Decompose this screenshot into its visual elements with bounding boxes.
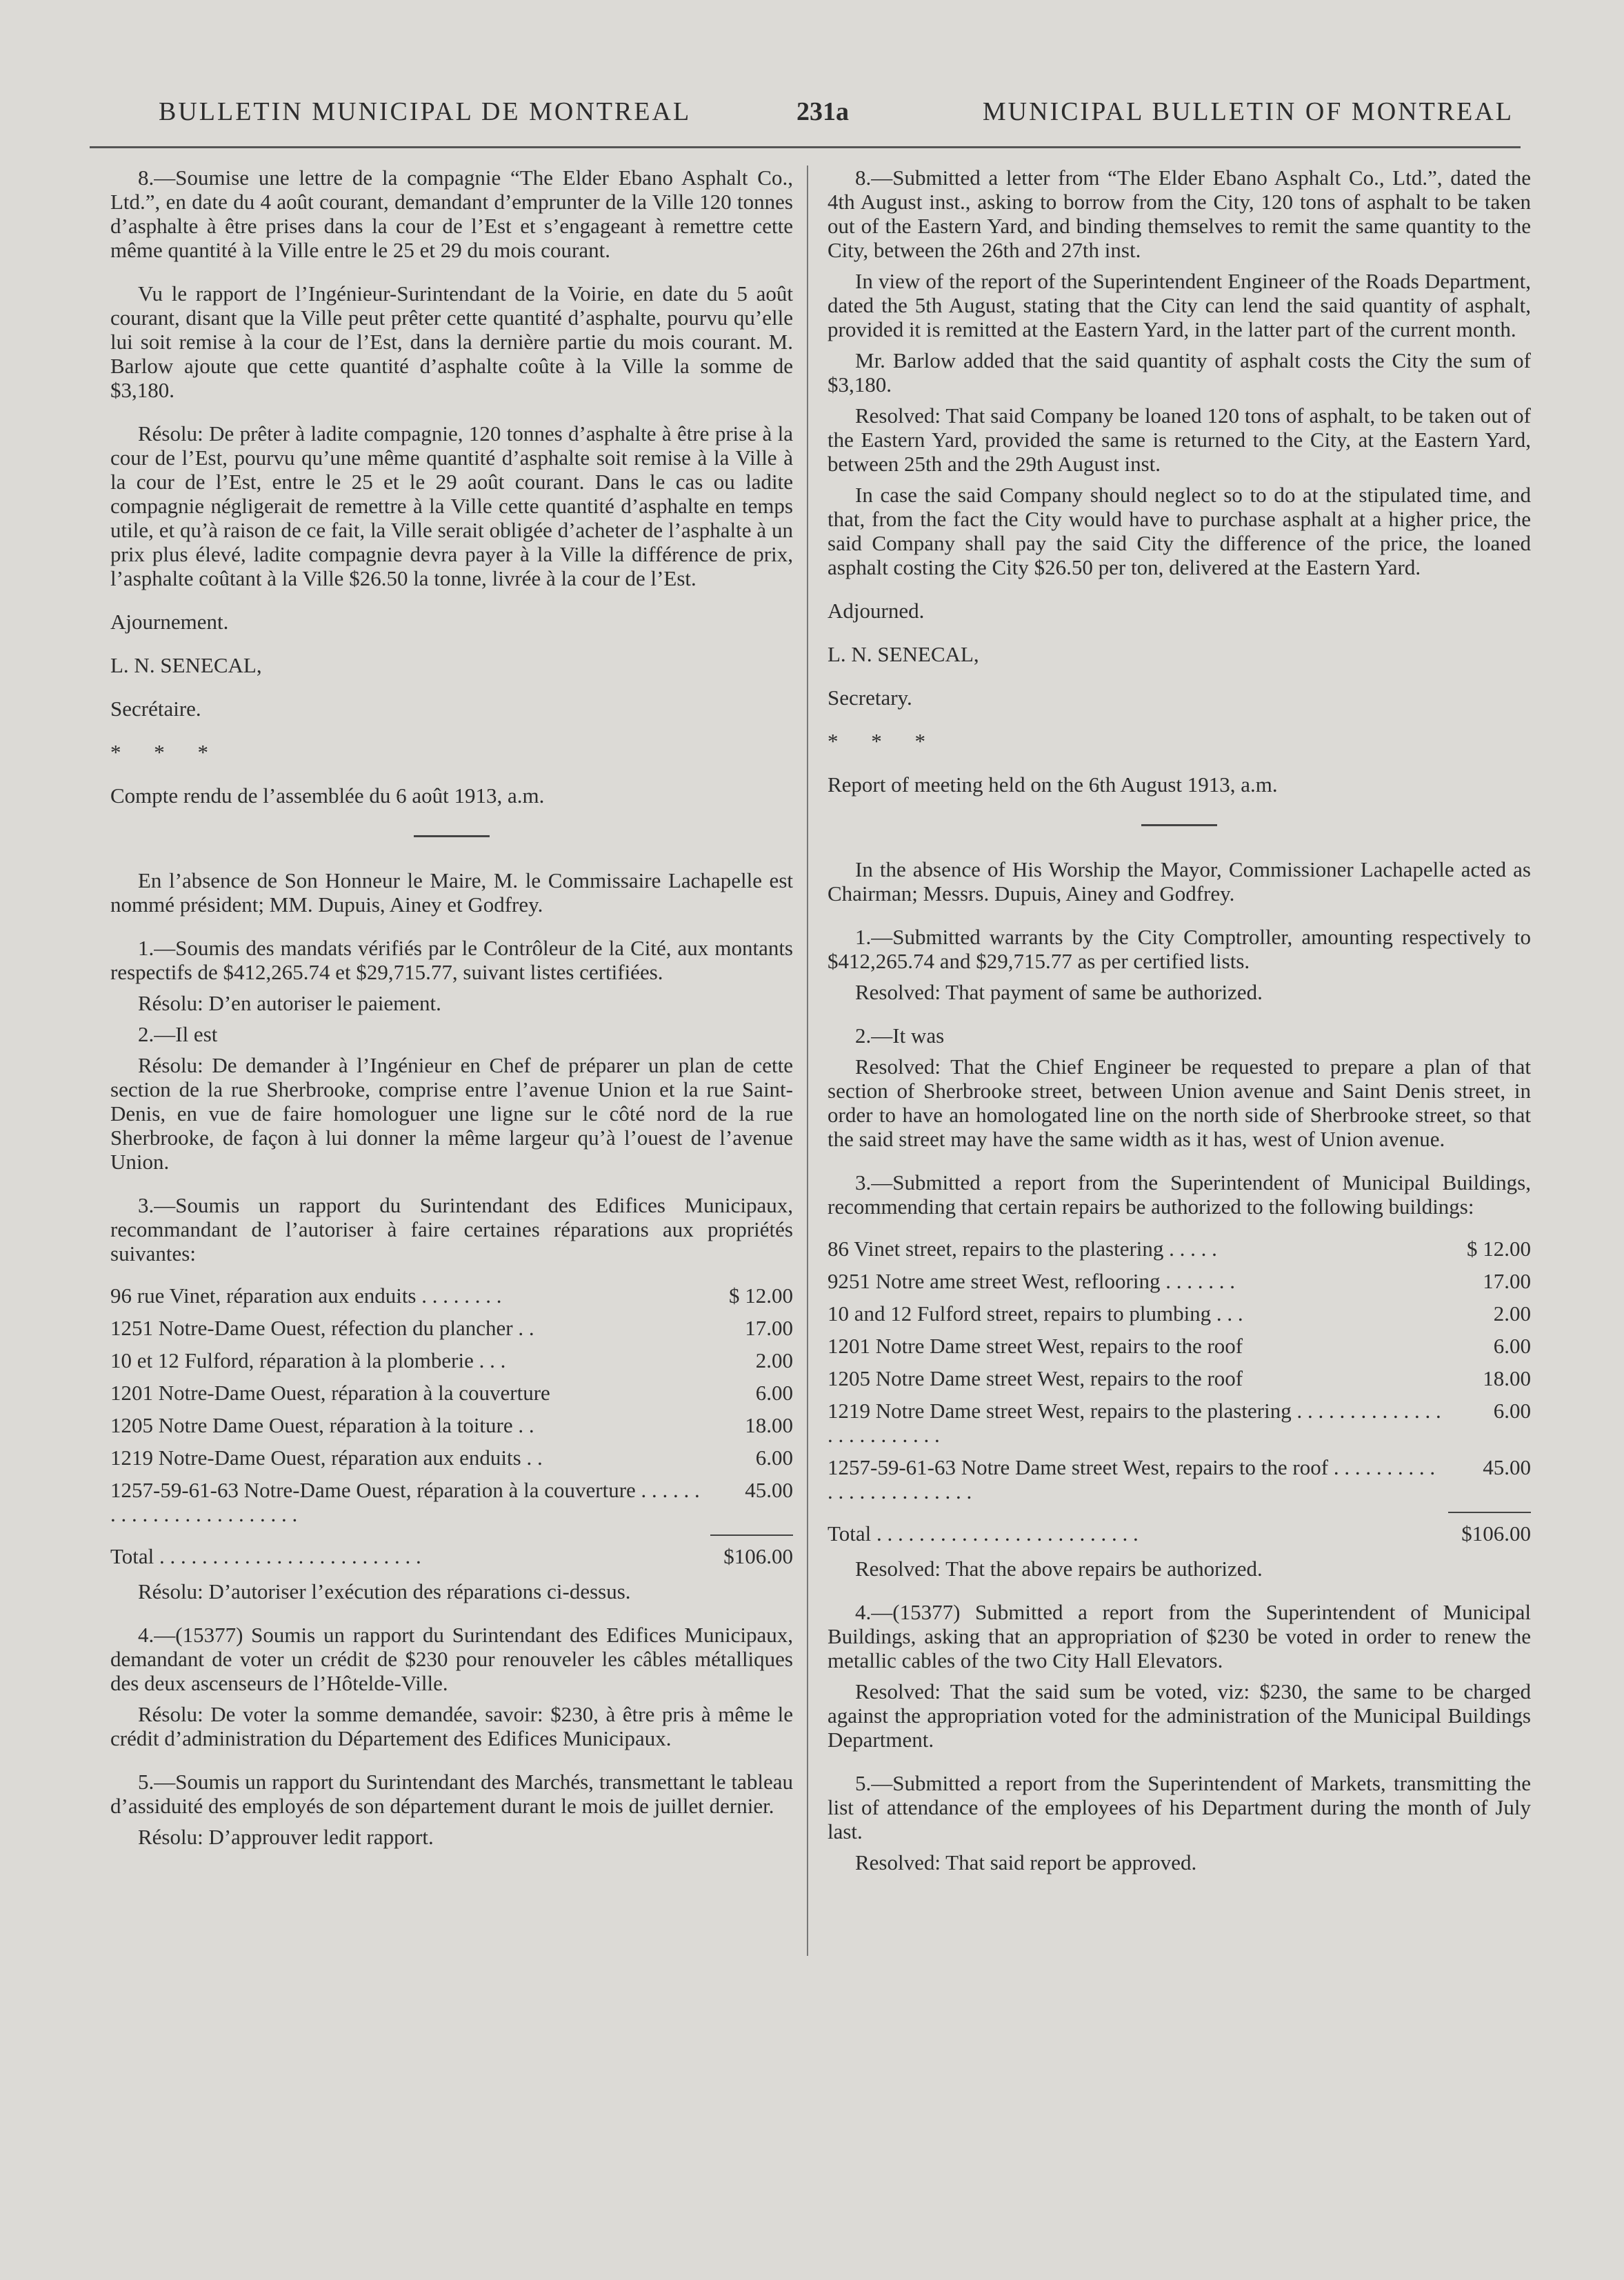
total-rule (1448, 1512, 1531, 1513)
en-item-8: 8.—Submitted a letter from “The Elder Ebano Asphalt Co., Ltd.”, dated the 4th August inst., asking to borrow from the City, 120 tons of asphalt to be taken out of the Eastern Yard, and binding themselves to remit the same quantity to the City, between the 26th and 27th inst. (828, 166, 1531, 262)
en-short-rule (1141, 824, 1217, 826)
en-item-8-report: In view of the report of the Superintendent Engineer of the Roads Department, dated the 5th August, stating that the City can lend the said quantity of asphalt, provided it is remitted at the Eastern Yard, in the latter part of the current month. (828, 269, 1531, 341)
en-item-1-resolution: Resolved: That payment of same be authorized. (855, 980, 1263, 1004)
column-divider (807, 166, 808, 1956)
en-report-title: Report of meeting held on the 6th August 1913, a.m. (828, 772, 1278, 797)
fr-signature-name: L. N. SENECAL, (110, 653, 262, 677)
table-row: 1251 Notre-Dame Ouest, réfection du plancher . . 17.00 (110, 1316, 793, 1340)
fr-item-3: 3.—Soumis un rapport du Surintendant des Edifices Municipaux, recommandant de l’autoriser à faire certaines réparations aux propriétés suivantes: (110, 1193, 793, 1266)
en-item-5: 5.—Submitted a report from the Superintendent of Markets, transmitting the list of attendance of the employees of his Department during the month of July last. (828, 1771, 1531, 1843)
french-column (110, 166, 793, 1856)
fr-item-5-resolution: Résolu: D’approuver ledit rapport. (138, 1825, 434, 1849)
total-label: Total . . . . . . . . . . . . . . . . . . . . . . . . . (110, 1544, 421, 1568)
en-item-4: 4.—(15377) Submitted a report from the Superintendent of Municipal Buildings, asking that an appropriation of $230 be voted in order to renew the metallic cables of the two City Hall Elevators. (828, 1600, 1531, 1672)
fr-item-8: 8.—Soumise une lettre de la compagnie “The Elder Ebano Asphalt Co., Ltd.”, en date du 4 août courant, demandant d’emprunter de la Ville 120 tonnes d’asphalte à être prises dans la cour de l’Est et s’engageant à remettre cette même quantité à la Ville entre le 25 et 29 du mois courant. (110, 166, 793, 262)
total-label: Total . . . . . . . . . . . . . . . . . . . . . . . . . (828, 1521, 1139, 1546)
header-english-title: MUNICIPAL BULLETIN OF MONTREAL (982, 97, 1514, 126)
en-absence: In the absence of His Worship the Mayor, Commissioner Lachapelle acted as Chairman; Messrs. Dupuis, Ainey and Godfrey. (828, 857, 1531, 906)
table-row: 1205 Notre Dame Ouest, réparation à la toiture . . 18.00 (110, 1413, 793, 1437)
table-row: 86 Vinet street, repairs to the plastering . . . . . $ 12.00 (828, 1237, 1531, 1261)
fr-item-2: 2.—Il est (138, 1022, 218, 1046)
fr-item-1-resolution: Résolu: D’en autoriser le paiement. (138, 991, 441, 1015)
total-amount: $106.00 (1461, 1521, 1531, 1546)
en-adjournment: Adjourned. (828, 599, 925, 623)
table-row: 1219 Notre-Dame Ouest, réparation aux enduits . . 6.00 (110, 1446, 793, 1470)
fr-item-8-report: Vu le rapport de l’Ingénieur-Surintendant de la Voirie, en date du 5 août courant, disant que la Ville peut prêter cette quantité d’asphalte, pourvu qu’elle lui soit remise à la cour de l’Est, dans la dernière partie du mois courant. M. Barlow ajoute que cette quantité d’asphalte coûte à la Ville la somme de $3,180. (110, 281, 793, 402)
table-rule-row (110, 1530, 793, 1540)
fr-short-rule (414, 835, 490, 837)
total-amount: $106.00 (723, 1544, 793, 1568)
fr-item-5: 5.—Soumis un rapport du Surintendant des Marchés, transmettant le tableau d’assiduité des employés de son département durant le mois de juillet dernier. (110, 1770, 793, 1818)
en-item-5-resolution: Resolved: That said report be approved. (855, 1850, 1197, 1874)
fr-report-title: Compte rendu de l’assemblée du 6 août 1913, a.m. (110, 783, 545, 808)
table-row: 1201 Notre Dame street West, repairs to the roof 6.00 (828, 1334, 1531, 1358)
en-item-3: 3.—Submitted a report from the Superintendent of Municipal Buildings, recommending that certain repairs be authorized to the following buildings: (828, 1170, 1531, 1219)
fr-adjournment: Ajournement. (110, 610, 229, 634)
table-row: 9251 Notre ame street West, reflooring . . . . . . . 17.00 (828, 1269, 1531, 1293)
table-row: 10 et 12 Fulford, réparation à la plomberie . . . 2.00 (110, 1348, 793, 1372)
fr-item-4: 4.—(15377) Soumis un rapport du Surintendant des Edifices Municipaux, demandant de voter un crédit de $230 pour renouveler les câbles métalliques des deux ascenseurs de l’Hôtelde-Ville. (110, 1623, 793, 1695)
en-signature-title: Secretary. (828, 686, 912, 710)
fr-item-4-resolution: Résolu: De voter la somme demandée, savoir: $230, à être pris à même le crédit d’administration du Département des Edifices Municipaux. (110, 1702, 793, 1750)
fr-item-1: 1.—Soumis des mandats vérifiés par le Contrôleur de la Cité, aux montants respectifs de $412,265.74 et $29,715.77, suivant listes certifiées. (110, 936, 793, 984)
en-section-stars: * * * (828, 729, 939, 753)
total-rule (710, 1534, 793, 1536)
en-item-8-resolution: Resolved: That said Company be loaned 120 tons of asphalt, to be taken out of the Eastern Yard, provided the same is returned to the City, at the Eastern Yard, between 25th and the 29th August inst. (828, 403, 1531, 476)
table-row: 1201 Notre-Dame Ouest, réparation à la couverture 6.00 (110, 1381, 793, 1405)
page-header (103, 90, 1521, 138)
table-row: 1219 Notre Dame street West, repairs to the plastering . . . . . . . . . . . . . . . . . . . . . . . . . 6.00 (828, 1399, 1531, 1447)
page-number: 231a (796, 97, 849, 126)
fr-item-8-resolution: Résolu: De prêter à ladite compagnie, 120 tonnes d’asphalte à être prise à la cour de l’Est, pourvu qu’une même quantité d’asphalte soit remise à la Ville à la cour de l’Est, entre le 25 et le 29 août courant. Dans le cas ou ladite compagnie négligerait de remettre à la Ville cette quantité d’asphalte en temps utile, et qu’à raison de ce fait, la Ville serait obligée d’acheter de l’asphalte à un prix plus élevé, ladite compagnie devra payer à la Ville la différence de prix, l’asphalte coûtant à la Ville $26.50 la tonne, livrée à la cour de l’Est. (110, 421, 793, 590)
header-rule (90, 146, 1521, 148)
en-item-2: 2.—It was (855, 1023, 945, 1048)
table-total-row (110, 1540, 793, 1572)
table-rule-row (828, 1508, 1531, 1517)
en-item-2-resolution: Resolved: That the Chief Engineer be requested to prepare a plan of that section of Sherbrooke street, between Union avenue and Saint Denis street, in order to have an homologated line on the north side of Sherbrooke street, so that the said street may have the same width as it has, west of Union avenue. (828, 1054, 1531, 1151)
fr-signature-title: Secrétaire. (110, 697, 201, 721)
en-item-8-cost: Mr. Barlow added that the said quantity of asphalt costs the City the sum of $3,180. (828, 348, 1531, 397)
table-row: 1257-59-61-63 Notre Dame street West, repairs to the roof . . . . . . . . . . . . . . . . . . . . . . . . 45.00 (828, 1455, 1531, 1503)
fr-repairs-table (110, 1279, 793, 1572)
table-row: 1205 Notre Dame street West, repairs to the roof 18.00 (828, 1366, 1531, 1390)
en-item-8-condition: In case the said Company should neglect so to do at the stipulated time, and that, from the fact the City would have to purchase asphalt at a higher price, the said Company shall pay the said City the difference of the price, the loaned asphalt costing the City $26.50 per ton, delivered at the Eastern Yard. (828, 483, 1531, 579)
table-total-row (828, 1517, 1531, 1550)
en-item-4-resolution: Resolved: That the said sum be voted, viz: $230, the same to be charged against the appropriation voted for the administration of the Municipal Buildings Department. (828, 1679, 1531, 1752)
fr-item-3-resolution: Résolu: D’autoriser l’exécution des réparations ci-dessus. (138, 1579, 631, 1603)
fr-section-stars: * * * (110, 740, 222, 764)
table-row: 10 and 12 Fulford street, repairs to plumbing . . . 2.00 (828, 1301, 1531, 1326)
en-signature-name: L. N. SENECAL, (828, 642, 979, 666)
en-repairs-table (828, 1232, 1531, 1550)
fr-item-2-resolution: Résolu: De demander à l’Ingénieur en Chef de préparer un plan de cette section de la rue Sherbrooke, comprise entre l’avenue Union et la rue Saint-Denis, en vue de faire homologuer une ligne sur le côté nord de la rue Sherbrooke, de façon à lui donner la même largeur qu’à l’ouest de l’avenue Union. (110, 1053, 793, 1174)
table-row: 1257-59-61-63 Notre-Dame Ouest, réparation à la couverture . . . . . . . . . . . . . . . . . . . . . . . . 45.00 (110, 1478, 793, 1526)
english-column (828, 166, 1531, 1881)
table-row: 96 rue Vinet, réparation aux enduits . . . . . . . . $ 12.00 (110, 1283, 793, 1308)
header-french-title: BULLETIN MUNICIPAL DE MONTREAL (159, 97, 692, 126)
en-item-1: 1.—Submitted warrants by the City Comptroller, amounting respectively to $412,265.74 and $29,715.77 as per certified lists. (828, 925, 1531, 973)
en-item-3-resolution: Resolved: That the above repairs be authorized. (855, 1557, 1263, 1581)
fr-absence: En l’absence de Son Honneur le Maire, M. le Commissaire Lachapelle est nommé président; MM. Dupuis, Ainey et Godfrey. (110, 868, 793, 917)
